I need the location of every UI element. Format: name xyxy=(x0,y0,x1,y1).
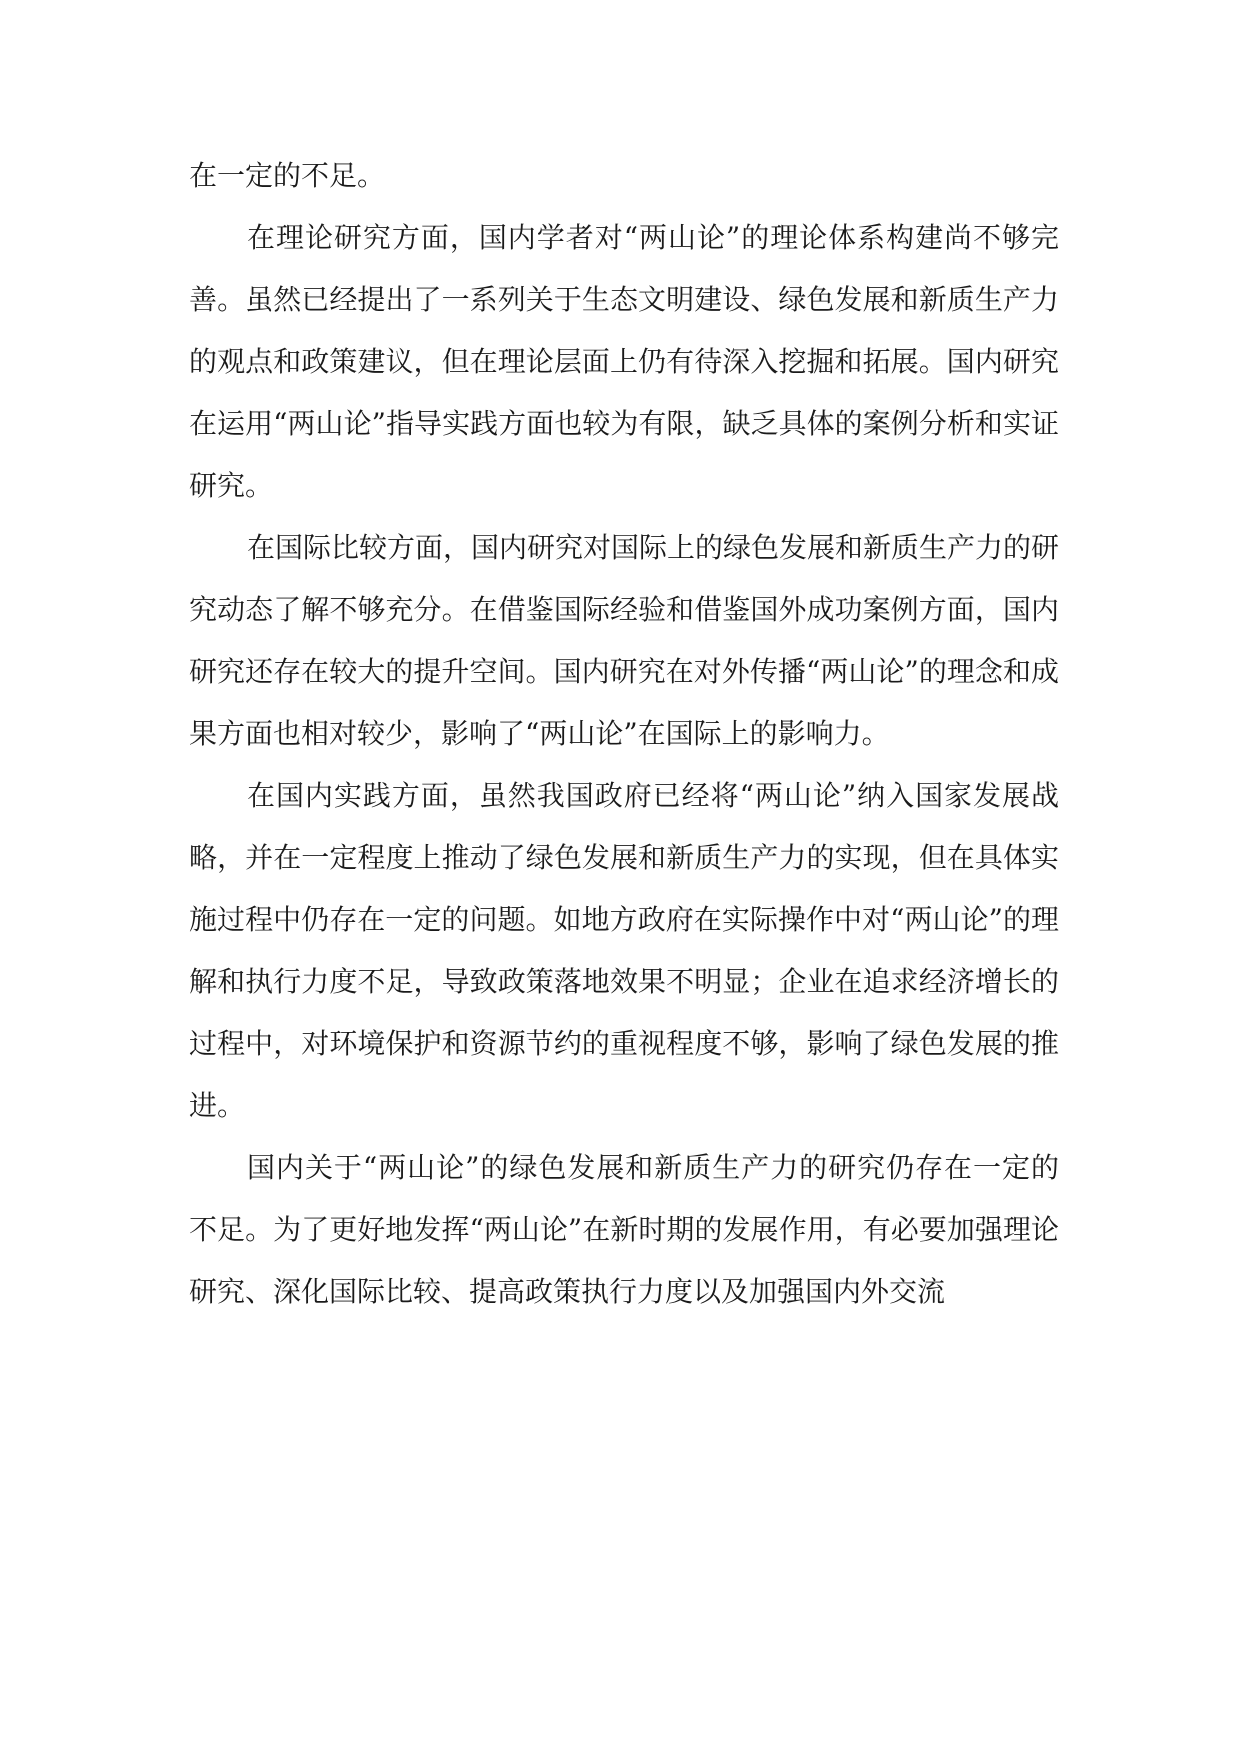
paragraph-international-comparison: 在国际比较方面，国内研究对国际上的绿色发展和新质生产力的研究动态了解不够充分。在借鉴国际经验和借鉴国外成功案例方面，国内研究还存在较大的提升空间。国内研究在对外传播“两山论”的理念和成果方面也相对较少，影响了“两山论”在国际上的影响力。 xyxy=(189,531,1060,750)
document-body xyxy=(189,145,1059,1323)
paragraph-domestic-practice: 在国内实践方面，虽然我国政府已经将“两山论”纳入国家发展战略，并在一定程度上推动了绿色发展和新质生产力的实现，但在具体实施过程中仍存在一定的问题。如地方政府在实际操作中对“两山论”的理解和执行力度不足，导致政策落地效果不明显；企业在追求经济增长的过程中，对环境保护和资源节约的重视程度不够，影响了绿色发展的推进。 xyxy=(189,779,1059,1122)
paragraph-theoretical-research: 在理论研究方面，国内学者对“两山论”的理论体系构建尚不够完善。虽然已经提出了一系列关于生态文明建设、绿色发展和新质生产力的观点和政策建议，但在理论层面上仍有待深入挖掘和拓展。国内研究在运用“两山论”指导实践方面也较为有限，缺乏具体的案例分析和实证研究。 xyxy=(189,221,1059,502)
paragraph-continuation: 在一定的不足。 xyxy=(189,159,386,192)
paragraph-summary: 国内关于“两山论”的绿色发展和新质生产力的研究仍存在一定的不足。为了更好地发挥“两山论”在新时期的发展作用，有必要加强理论研究、深化国际比较、提高政策执行力度以及加强国内外交流 xyxy=(189,1151,1059,1308)
